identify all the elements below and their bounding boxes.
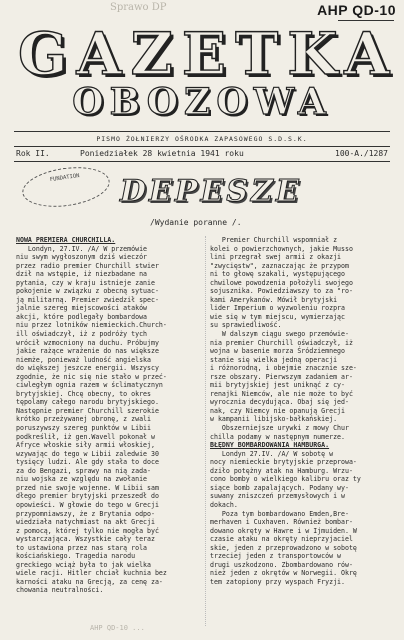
text-line: i różnorodną, i obejmie znacznie sze- bbox=[210, 364, 357, 373]
text-line: niu wojska ze względu na zwołanie bbox=[16, 475, 148, 484]
text-line: ill oświadczył, iż z podróży tych bbox=[16, 330, 148, 339]
stamp-text: FUNDATION bbox=[49, 173, 80, 184]
text-line: karności ataku na Grecją, za cenę za- bbox=[16, 577, 163, 586]
text-line: siące bomb zapalających. Podany wy- bbox=[210, 483, 349, 492]
text-line: renajki Niemców, ale nie może to być bbox=[210, 389, 353, 398]
text-line: krótko przeżywanej obronę, z zwali bbox=[16, 415, 151, 424]
text-line: Premier Churchill wspomniał z bbox=[210, 236, 338, 244]
text-line: Afryce włoskie siły armii włoskiej, bbox=[16, 441, 155, 450]
text-line: akcji, które podlegały bombardowa bbox=[16, 312, 148, 321]
text-line: tysięcy ludzi. Ale gdy stała to doce bbox=[16, 458, 159, 467]
text-line: za do Bengazi, sprawy na nią zada- bbox=[16, 466, 151, 475]
text-line: ni to głowę szakali, występującego bbox=[210, 270, 345, 279]
text-line: sojusznika. Powiedziawszy to za "ro- bbox=[210, 287, 353, 296]
issue-number: Rok II. bbox=[16, 149, 50, 158]
text-line: Obszerniejsze urywki z mowy Chur bbox=[210, 424, 349, 433]
text-line: nia premier Churchill oświadczył, iż bbox=[210, 338, 353, 347]
text-line: drugi uszkodzono. Zbombardowano rów- bbox=[210, 560, 353, 569]
text-line: nocy niemieckie brytyjskie przeprowa- bbox=[210, 458, 357, 467]
text-line: dził na wstępie, iż niezbadane na bbox=[16, 270, 148, 279]
text-line: kolei o powierzchownych, jakie Musso bbox=[210, 244, 353, 253]
text-line: dziło potężny atak na Hamburg. Wrzu- bbox=[210, 466, 353, 475]
text-line: Poza tym bombardowano Emden,Bre- bbox=[210, 509, 349, 518]
text-line: z pomocą, której tylko nie mogła być bbox=[16, 526, 159, 535]
text-line: wrócił wzmocniony na duchu. Próbujmy bbox=[16, 338, 159, 347]
text-line: chilla podamy w następnym numerze. bbox=[210, 432, 345, 441]
text-line: jakie rażące wrażenie do nas większe bbox=[16, 347, 159, 356]
text-line: lider Imperium o wyzwoleniu rozpra bbox=[210, 304, 345, 313]
text-line: niemże, ponieważ ludność angielska bbox=[16, 355, 151, 364]
text-line: kościańskiego. Tragedia narodu bbox=[16, 552, 136, 561]
text-line: niu przez lotników niemieckich.Church- bbox=[16, 321, 167, 330]
left-column bbox=[16, 236, 204, 595]
round-stamp bbox=[20, 162, 112, 212]
issue-date: Poniedziałek 28 kwietnia 1941 roku bbox=[80, 149, 244, 158]
column-divider bbox=[205, 236, 206, 626]
text-line: nież jeden z okrętów w Norwegii. Okrę bbox=[210, 569, 357, 578]
issue-count: 100-A./1287 bbox=[335, 149, 388, 158]
text-line: wyrocznia decydująca. Obaj się jed- bbox=[210, 398, 349, 407]
text-line: zgodnie, że nic się nie stało w przeć- bbox=[16, 372, 167, 381]
text-line: dowano okręty w Hawre i w Ijmuiden. W bbox=[210, 526, 357, 535]
text-line: to ustawiona przez nas starą rola bbox=[16, 543, 148, 552]
text-line: wiedziała natychmiast na akt Grecji bbox=[16, 518, 155, 527]
text-line: wystarczająca. Wszystkie cały teraz bbox=[16, 535, 155, 544]
text-line: czasie ataku na okręty nieprzyjaciel bbox=[210, 535, 353, 544]
text-line: jalnie szereg miejscowości ataków bbox=[16, 304, 148, 313]
bottom-stamp: AHP QD-10 ... bbox=[90, 624, 145, 632]
text-line: Londyn, 27.IV. /A/ W przemówie bbox=[16, 244, 148, 253]
text-line: pytania, czy w kraju istnieje zanie bbox=[16, 278, 155, 287]
tagline: PISMO ŻOŁNIERZY OŚRODKA ZAPASOWEGO S.D.S.K. bbox=[96, 135, 308, 143]
text-line: mii brytyjskiej jest uniknąć z cy- bbox=[210, 381, 345, 390]
text-line: ją militarną. Premier zwiedził spec- bbox=[16, 295, 159, 304]
text-line: suwany zniszczeń przemysłowych i w bbox=[210, 492, 345, 501]
text-line: opowieści. W głowie do tego w Grecji bbox=[16, 500, 159, 509]
text-line: dłego premier brytyjski przeszedł do bbox=[16, 492, 159, 501]
text-line: chwilowe powodzenia położyli swojego bbox=[210, 278, 353, 287]
text-line: su sprawiedliwość. bbox=[210, 321, 282, 330]
text-line: wiele racji. Hitler chciał kuchnia bez bbox=[16, 569, 167, 578]
text-line: BŁĘDNY BOMBARDOWANIA HAMBURGA. bbox=[210, 441, 330, 450]
text-line: dokach. bbox=[210, 500, 238, 509]
text-line: przez radio premier Churchill stwier bbox=[16, 261, 159, 270]
text-line: trzeciej jeden z transportowców w bbox=[210, 552, 342, 561]
text-line: niu swym wygłoszonym dziś wieczór bbox=[16, 253, 148, 262]
text-line: ciwległym ognia razem w śclimatycznyn bbox=[16, 381, 163, 390]
text-line: w kampanii libijsko-bałkańskiej. bbox=[210, 415, 338, 424]
text-line: kami Amerykanów. Mówił brytyjski bbox=[210, 295, 338, 304]
pencil-note: Sprawo DP bbox=[110, 2, 167, 13]
divider-rule bbox=[14, 146, 390, 147]
text-line: greckiego wciąż była to jak wielka bbox=[16, 560, 151, 569]
text-line: do większej jeszcze energii. Wszyscy bbox=[16, 364, 159, 373]
divider-rule bbox=[14, 161, 390, 162]
section-title: DEPESZE bbox=[120, 174, 302, 209]
text-line: wzywając do tego w Libii zaledwie 30 bbox=[16, 449, 159, 458]
text-line: NOWA PREMIERA CHURCHILLA. bbox=[16, 236, 116, 244]
text-line: chowania neutralności. bbox=[16, 586, 104, 595]
text-line: poruszywszy szereg punktów w Libii bbox=[16, 424, 151, 433]
text-line: pokojenie w związku z obecną sytuac- bbox=[16, 287, 159, 296]
archive-code: AHP QD-10 bbox=[317, 2, 396, 18]
divider-rule bbox=[14, 131, 390, 132]
text-line: brytyjskiej. Chcę obecny, to okres bbox=[16, 389, 151, 398]
text-line: stanie się wielka jedną operacji bbox=[210, 355, 338, 364]
edition-note: /Wydanie poranne /. bbox=[150, 218, 242, 227]
text-line: rsze obszary. Pierwszym zadaniem ar- bbox=[210, 372, 353, 381]
text-line: tępolamy całego narodu brytyjskiego. bbox=[16, 398, 159, 407]
text-line: merhaven i Cuxhaven. Również bombar- bbox=[210, 518, 353, 527]
text-line: Następnie premier Churchill szerokie bbox=[16, 406, 159, 415]
text-line: cono bomby o wielkiego kalibru oraz ty bbox=[210, 475, 361, 484]
right-column bbox=[210, 236, 392, 586]
text-line: Londyn 27.IV. /A/ W sobotę w bbox=[210, 449, 334, 458]
text-line: skie, jeden z przeprowadzono w sobotę bbox=[210, 543, 357, 552]
text-line: przed nie swoje wojenne. W Libii sam bbox=[16, 483, 159, 492]
text-line: tem zatopiony przy wyspach Fryzji. bbox=[210, 577, 345, 586]
text-line: "zwycięstw", zaznaczając że przypom bbox=[210, 261, 349, 270]
masthead-subtitle: OBOZOWA bbox=[72, 81, 332, 123]
masthead-title: GAZETKA bbox=[18, 20, 399, 88]
text-line: nak, czy Niemcy nie opanują Grecji bbox=[210, 406, 345, 415]
text-line: lini przegrał swej armii z okazji bbox=[210, 253, 342, 262]
text-line: wie się w tym miejscu, wymierzając bbox=[210, 312, 345, 321]
text-line: podkreślił, iż gen.Wavell pokonał w bbox=[16, 432, 155, 441]
text-line: przypomniawszy, że z Brytania odpo- bbox=[16, 509, 155, 518]
text-line: W dalszym ciągu swego przemówie- bbox=[210, 330, 349, 339]
text-line: wojna w basenie morza Śródziemnego bbox=[210, 347, 345, 356]
